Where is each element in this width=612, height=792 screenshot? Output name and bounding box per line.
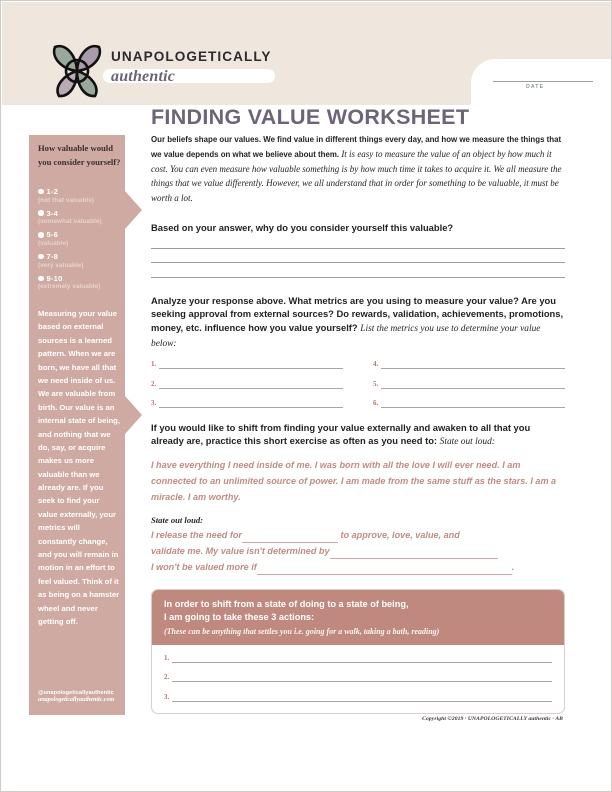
brand-wordmark xyxy=(111,50,272,87)
action-input-line[interactable] xyxy=(172,671,552,682)
page-title: FINDING VALUE WORKSHEET xyxy=(151,105,470,129)
scale-option-range: 7-8 xyxy=(46,252,59,262)
action-line[interactable] xyxy=(164,691,552,702)
blank-prompt-1a: I release the need for xyxy=(151,530,242,541)
action-line[interactable] xyxy=(164,671,552,682)
metric-number: 1. xyxy=(151,360,157,369)
metric-input-line[interactable] xyxy=(381,397,565,408)
metric-line[interactable] xyxy=(373,397,565,408)
sidebar-pointer-arrow-icon xyxy=(125,396,142,434)
state-out-loud-label: State out loud: xyxy=(151,515,204,526)
sidebar-footer xyxy=(38,690,126,704)
date-input-line[interactable] xyxy=(493,81,593,82)
metrics-grid xyxy=(151,358,565,417)
brand-tagline-wrap xyxy=(111,67,195,87)
sidebar xyxy=(29,135,125,715)
sidebar-body-text: Measuring your value based on external sources is a learned pattern. When we are born, we have all that we need inside of us. We are valuable from birth. Our value is an internal state of being, and nothing that we do, say, or acquire makes us more valuable than we already are. If you seek to find your value externally, your metrics will constantly change, and you will remain in motion in an effort to feel valued. Think of it as being on a hamster wheel and never getting off. xyxy=(38,309,121,626)
metric-number: 5. xyxy=(373,379,379,388)
brand-logo-icon xyxy=(45,39,109,101)
radio-dot-icon[interactable] xyxy=(38,210,44,216)
intro-bold: Our beliefs shape our values. We find value in different things every day, and how we measure the things that we value depends on what we believe about them. xyxy=(151,135,562,159)
intro-paragraph xyxy=(151,134,565,206)
section-why xyxy=(151,221,565,278)
affirmation-text: I have everything I need inside of me. I was born with all the love I will ever need. I am connected to an unlimited source of power. I am made from the same stuff as the stars. I am a miracle. I am worthy. xyxy=(151,460,557,503)
section-exercise-heading-bold: If you would like to shift from finding your value externally and awaken to all that you already are, practice this short exercise as often as you need to: xyxy=(151,421,531,447)
blank-prompt-3a: I won't be valued more if xyxy=(151,562,257,573)
scale-option-range: 9-10 xyxy=(46,273,63,283)
sidebar-pointer-arrow-icon xyxy=(125,191,142,229)
section-exercise-heading-italic: State out loud: xyxy=(439,437,495,448)
radio-dot-icon[interactable] xyxy=(38,276,44,282)
blank-input-3[interactable] xyxy=(257,564,512,575)
metric-number: 3. xyxy=(151,399,157,408)
brand-name: UNAPOLOGETICALLY xyxy=(111,49,272,64)
section-why-heading: Based on your answer, why do you consider yourself this valuable? xyxy=(151,221,454,233)
action-number: 2. xyxy=(164,673,170,682)
action-number: 3. xyxy=(164,692,170,701)
metric-input-line[interactable] xyxy=(159,378,343,389)
value-scale-list xyxy=(38,187,126,295)
metric-line[interactable] xyxy=(373,358,565,369)
sidebar-heading: How valuable would you consider yourself? xyxy=(38,143,121,167)
radio-dot-icon[interactable] xyxy=(38,254,44,260)
scale-option-range: 5-6 xyxy=(46,230,59,240)
metric-line[interactable] xyxy=(373,378,565,389)
action-box-body xyxy=(152,645,564,713)
action-input-line[interactable] xyxy=(172,652,552,663)
scale-option[interactable] xyxy=(38,187,126,204)
action-line[interactable] xyxy=(164,652,552,663)
scale-option-label: (valuable) xyxy=(38,239,69,247)
metric-input-line[interactable] xyxy=(381,358,565,369)
social-handle[interactable]: @unapologeticallyauthentic xyxy=(38,689,114,696)
scale-option-label: (very valuable) xyxy=(38,261,84,269)
website-url[interactable]: unapologeticallyauthentic.com xyxy=(38,697,115,703)
section-exercise-heading xyxy=(151,421,565,450)
section-metrics xyxy=(151,294,565,417)
main-content xyxy=(151,134,565,714)
section-exercise xyxy=(151,421,565,576)
scale-option-label: (extremely valuable) xyxy=(38,283,101,291)
radio-dot-icon[interactable] xyxy=(38,232,44,238)
scale-option-label: (not that valuable) xyxy=(38,196,95,204)
blank-prompt-1b: to approve, love, value, and xyxy=(340,530,460,541)
date-label: DATE xyxy=(526,84,545,90)
action-number: 1. xyxy=(164,653,170,662)
metric-line[interactable] xyxy=(151,358,343,369)
section-metrics-heading-italic: List the metrics you use to determine your value below: xyxy=(151,323,541,349)
scale-option-range: 1-2 xyxy=(46,187,59,196)
scale-option-range: 3-4 xyxy=(46,208,59,218)
metric-number: 2. xyxy=(151,379,157,388)
action-box-header xyxy=(152,590,564,644)
metric-input-line[interactable] xyxy=(159,397,343,408)
action-box-note: (These can be anything that settles you i.e. going for a walk, taking a bath, reading) xyxy=(164,626,440,636)
answer-line[interactable] xyxy=(151,248,565,249)
action-input-line[interactable] xyxy=(172,691,552,702)
metric-input-line[interactable] xyxy=(159,358,343,369)
scale-option-label: (somewhat valuable) xyxy=(38,218,102,226)
blank-period: . xyxy=(511,562,515,573)
intro-italic: It is easy to measure the value of an object by how much it cost. You can even measure how valuable something is by how much time it takes to acquire it. We all measure the things that we value differently. However, we all understand that in order for something to be valuable, it must be worth a lot. xyxy=(151,148,562,204)
scale-option[interactable] xyxy=(38,230,126,247)
section-metrics-heading-bold: Analyze your response above. What metrics are you using to measure your value? Are you seeking approval from external sources? Do rewards, validation, achievements, promotions, money, etc. influence how you value yourself? xyxy=(151,294,564,333)
blank-prompt-2a: validate me. My value isn't determined by xyxy=(151,546,330,557)
fill-in-blank-block xyxy=(151,527,565,575)
metric-number: 4. xyxy=(373,360,379,369)
scale-option[interactable] xyxy=(38,274,126,291)
metric-line[interactable] xyxy=(151,397,343,408)
metrics-column-left xyxy=(151,358,343,417)
brand-tagline: authentic xyxy=(111,67,176,85)
action-box-title-line1: In order to shift from a state of doing to a state of being, xyxy=(164,599,409,610)
section-metrics-heading xyxy=(151,294,565,351)
answer-line[interactable] xyxy=(151,277,565,278)
blank-input-1[interactable] xyxy=(242,532,338,543)
copyright-notice: Copyright ©2019 · UNAPOLOGETICALLY authentic · AB xyxy=(422,716,563,722)
metric-line[interactable] xyxy=(151,378,343,389)
action-box xyxy=(151,589,565,713)
action-box-title-line2: I am going to take these 3 actions: xyxy=(164,612,315,623)
scale-option[interactable] xyxy=(38,252,126,269)
blank-input-2[interactable] xyxy=(330,548,498,559)
radio-dot-icon[interactable] xyxy=(38,189,44,195)
metric-input-line[interactable] xyxy=(381,378,565,389)
metrics-column-right xyxy=(373,358,565,417)
date-panel xyxy=(471,59,611,105)
answer-line[interactable] xyxy=(151,262,565,263)
scale-option[interactable] xyxy=(38,209,126,226)
metric-number: 6. xyxy=(373,399,379,408)
